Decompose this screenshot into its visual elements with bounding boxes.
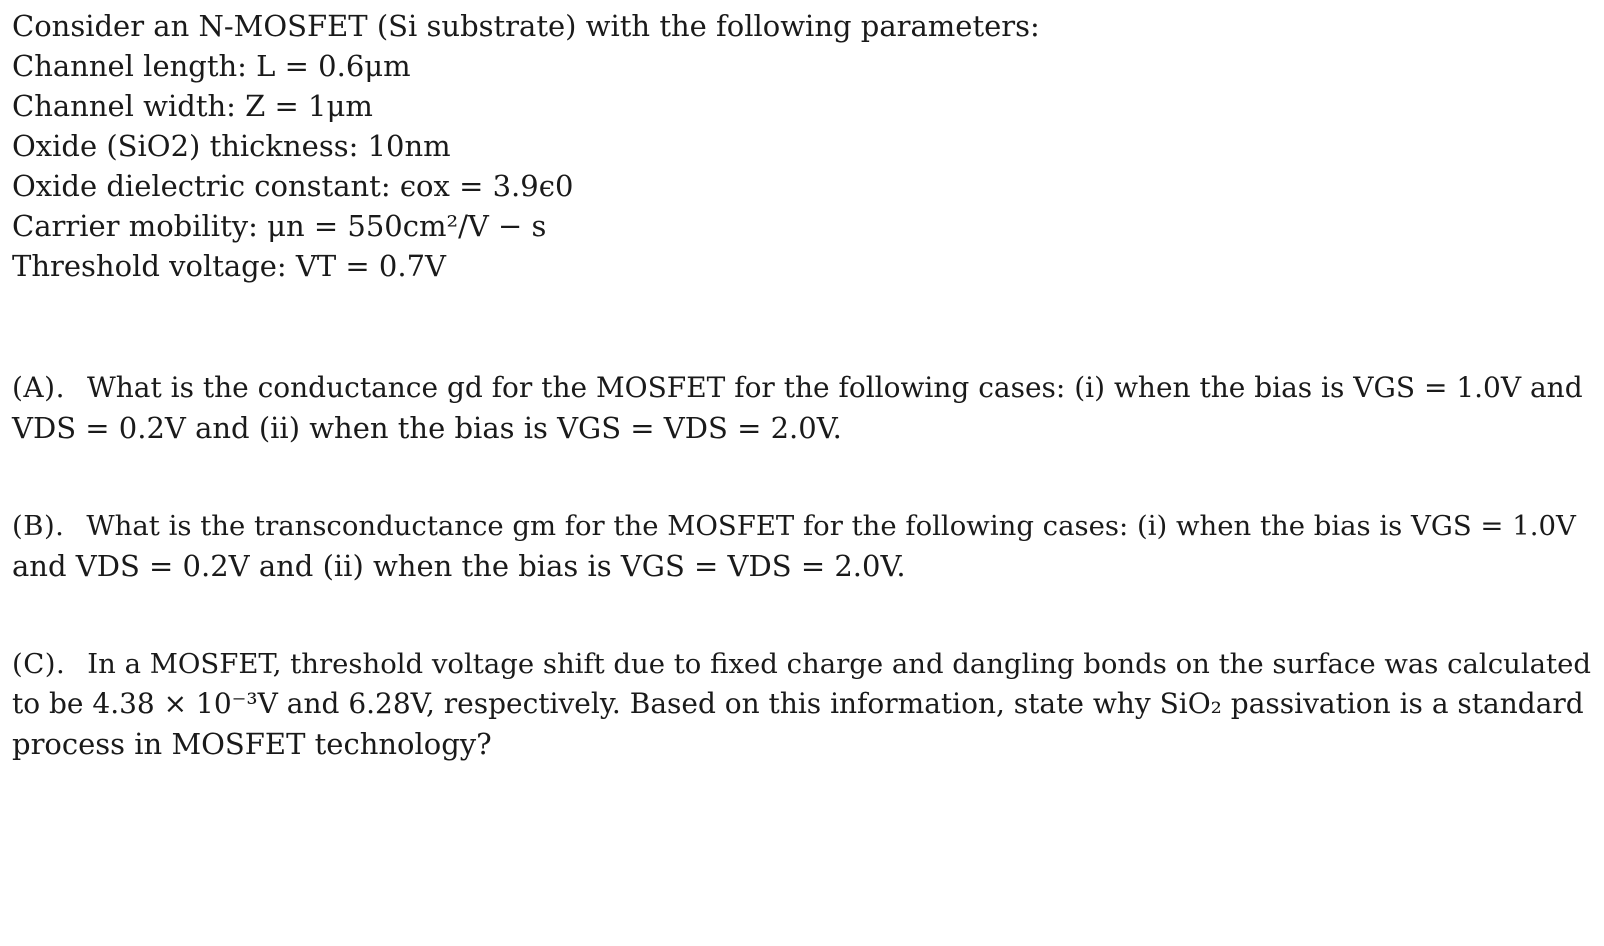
param-value: Z = 1μm xyxy=(245,89,373,123)
param-label: Threshold voltage: xyxy=(12,249,287,283)
param-oxide-thickness xyxy=(12,126,1592,166)
question-b xyxy=(12,506,1592,586)
param-value: L = 0.6μm xyxy=(256,49,411,83)
question-a xyxy=(12,368,1592,448)
param-oxide-dielectric xyxy=(12,166,1592,206)
question-c-label: (C). xyxy=(12,648,66,680)
param-label: Channel length: xyxy=(12,49,247,83)
param-threshold-voltage xyxy=(12,246,1592,286)
param-value: ϵox = 3.9ϵ0 xyxy=(399,169,574,203)
question-a-label: (A). xyxy=(12,371,65,404)
spacer xyxy=(12,448,1592,506)
question-b-line1: What is the transconductance gm for the MOSFET for the following cases: (i) when the bias is VGS = 1.0V xyxy=(86,510,1576,542)
question-b-line2: and VDS = 0.2V and (ii) when the bias is VGS = VDS = 2.0V. xyxy=(12,549,906,583)
param-value: 10nm xyxy=(367,129,451,163)
question-b-label: (B). xyxy=(12,510,65,542)
param-channel-length xyxy=(12,46,1592,86)
intro-text: Consider an N-MOSFET (Si substrate) with the following parameters: xyxy=(12,9,1040,43)
question-a-line2: VDS = 0.2V and (ii) when the bias is VGS = VDS = 2.0V. xyxy=(12,411,842,445)
param-label: Oxide dielectric constant: xyxy=(12,169,391,203)
question-c-line1: In a MOSFET, threshold voltage shift due to fixed charge and dangling bonds on the surface was calculated xyxy=(87,648,1591,680)
param-carrier-mobility xyxy=(12,206,1592,246)
question-c xyxy=(12,644,1592,764)
param-value: VT = 0.7V xyxy=(295,249,446,283)
param-label: Oxide (SiO2) thickness: xyxy=(12,129,359,163)
question-c-line3: process in MOSFET technology? xyxy=(12,727,492,761)
question-c-line2: to be 4.38 × 10⁻³V and 6.28V, respectively. Based on this information, state why SiO₂ passivation is a standard xyxy=(12,687,1584,720)
param-channel-width xyxy=(12,86,1592,126)
param-value: μn = 550cm²/V − s xyxy=(267,209,547,243)
problem-document xyxy=(12,6,1592,764)
spacer xyxy=(12,586,1592,644)
param-label: Channel width: xyxy=(12,89,236,123)
question-a-line1: What is the conductance gd for the MOSFET for the following cases: (i) when the bias is VGS = 1.0V and xyxy=(86,371,1583,404)
spacer xyxy=(12,286,1592,368)
param-label: Carrier mobility: xyxy=(12,209,258,243)
